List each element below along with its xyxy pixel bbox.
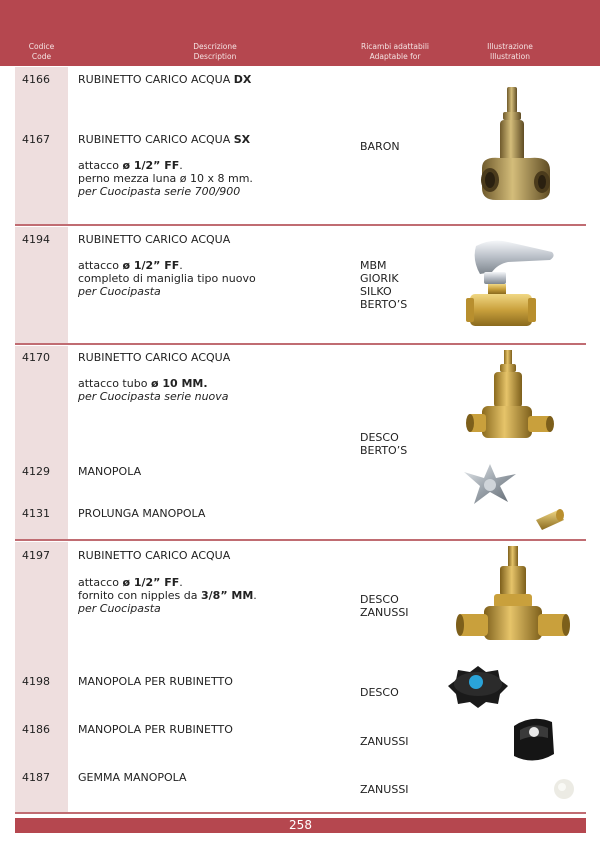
item-name: MANOPOLA: [78, 465, 142, 478]
item-code: 4198: [22, 675, 50, 688]
gem-cap-image: [552, 777, 576, 801]
faucet-tube-image: [462, 350, 558, 450]
brand-label: BARON: [360, 140, 400, 153]
item-name: RUBINETTO CARICO ACQUA: [78, 549, 231, 562]
brand-label: DESCO: [360, 593, 399, 606]
page-number: 258: [289, 818, 312, 832]
item-code: 4167: [22, 133, 50, 146]
brand-label: ZANUSSI: [360, 735, 409, 748]
header-description: [140, 42, 290, 62]
item-name: GEMMA MANOPOLA: [78, 771, 187, 784]
item-code: 4194: [22, 233, 50, 246]
item-name: RUBINETTO CARICO ACQUA DX: [78, 73, 252, 86]
brand-label: ZANUSSI: [360, 783, 409, 796]
item-name: RUBINETTO CARICO ACQUA SX: [78, 133, 251, 146]
header-desc-en: Description: [193, 52, 237, 61]
row-separator: [15, 539, 586, 541]
item-usage: per Cuocipasta: [78, 602, 161, 615]
item-code: 4129: [22, 465, 50, 478]
black-knob-image: [508, 712, 558, 766]
cross-knob-image: [460, 460, 520, 506]
item-spec: perno mezza luna ø 10 x 8 mm.: [78, 172, 253, 185]
header-adaptable: [340, 42, 450, 62]
brand-label: BERTO’S: [360, 444, 408, 457]
item-spec: fornito con nipples da 3/8” MM.: [78, 589, 257, 602]
header-ricambi-en: Adaptable for: [369, 52, 421, 61]
header-ricambi-it: Ricambi adattabili: [361, 42, 429, 51]
item-spec: attacco tubo ø 10 MM.: [78, 377, 208, 390]
row-separator: [15, 812, 586, 814]
brand-label: DESCO: [360, 686, 399, 699]
item-code: 4131: [22, 507, 50, 520]
item-spec: attacco ø 1/2” FF.: [78, 259, 183, 272]
faucet-baron-image: [476, 84, 556, 208]
header-code-en: Code: [31, 52, 52, 61]
brand-label: SILKO: [360, 285, 392, 298]
brand-label: MBM: [360, 259, 387, 272]
item-name: MANOPOLA PER RUBINETTO: [78, 723, 233, 736]
item-name: RUBINETTO CARICO ACQUA: [78, 233, 231, 246]
item-code: 4197: [22, 549, 50, 562]
brand-label: BERTO’S: [360, 298, 408, 311]
item-code: 4170: [22, 351, 50, 364]
black-knob-blue-image: [446, 664, 510, 708]
header-illus-it: Illustrazione: [487, 42, 533, 51]
header-code-it: Codice: [28, 42, 55, 51]
brand-label: ZANUSSI: [360, 606, 409, 619]
header-desc-it: Descrizione: [193, 42, 237, 51]
header-code: [15, 42, 68, 62]
item-code: 4187: [22, 771, 50, 784]
item-usage: per Cuocipasta serie nuova: [78, 390, 229, 403]
item-name: PROLUNGA MANOPOLA: [78, 507, 206, 520]
extension-image: [530, 504, 568, 532]
item-usage: per Cuocipasta: [78, 285, 161, 298]
item-code: 4186: [22, 723, 50, 736]
brand-label: GIORIK: [360, 272, 399, 285]
header-illustration: [460, 42, 560, 62]
header-illus-en: Illustration: [489, 52, 531, 61]
table-header: [0, 0, 600, 66]
faucet-nipples-image: [454, 546, 572, 654]
row-separator: [15, 224, 586, 226]
row-separator: [15, 343, 586, 345]
item-spec: attacco ø 1/2” FF.: [78, 159, 183, 172]
faucet-handle-image: [462, 236, 558, 334]
page-footer: [15, 818, 586, 833]
item-spec: attacco ø 1/2” FF.: [78, 576, 183, 589]
item-name: RUBINETTO CARICO ACQUA: [78, 351, 231, 364]
item-spec: completo di maniglia tipo nuovo: [78, 272, 256, 285]
item-usage: per Cuocipasta serie 700/900: [78, 185, 241, 198]
item-name: MANOPOLA PER RUBINETTO: [78, 675, 233, 688]
item-code: 4166: [22, 73, 50, 86]
brand-label: DESCO: [360, 431, 399, 444]
